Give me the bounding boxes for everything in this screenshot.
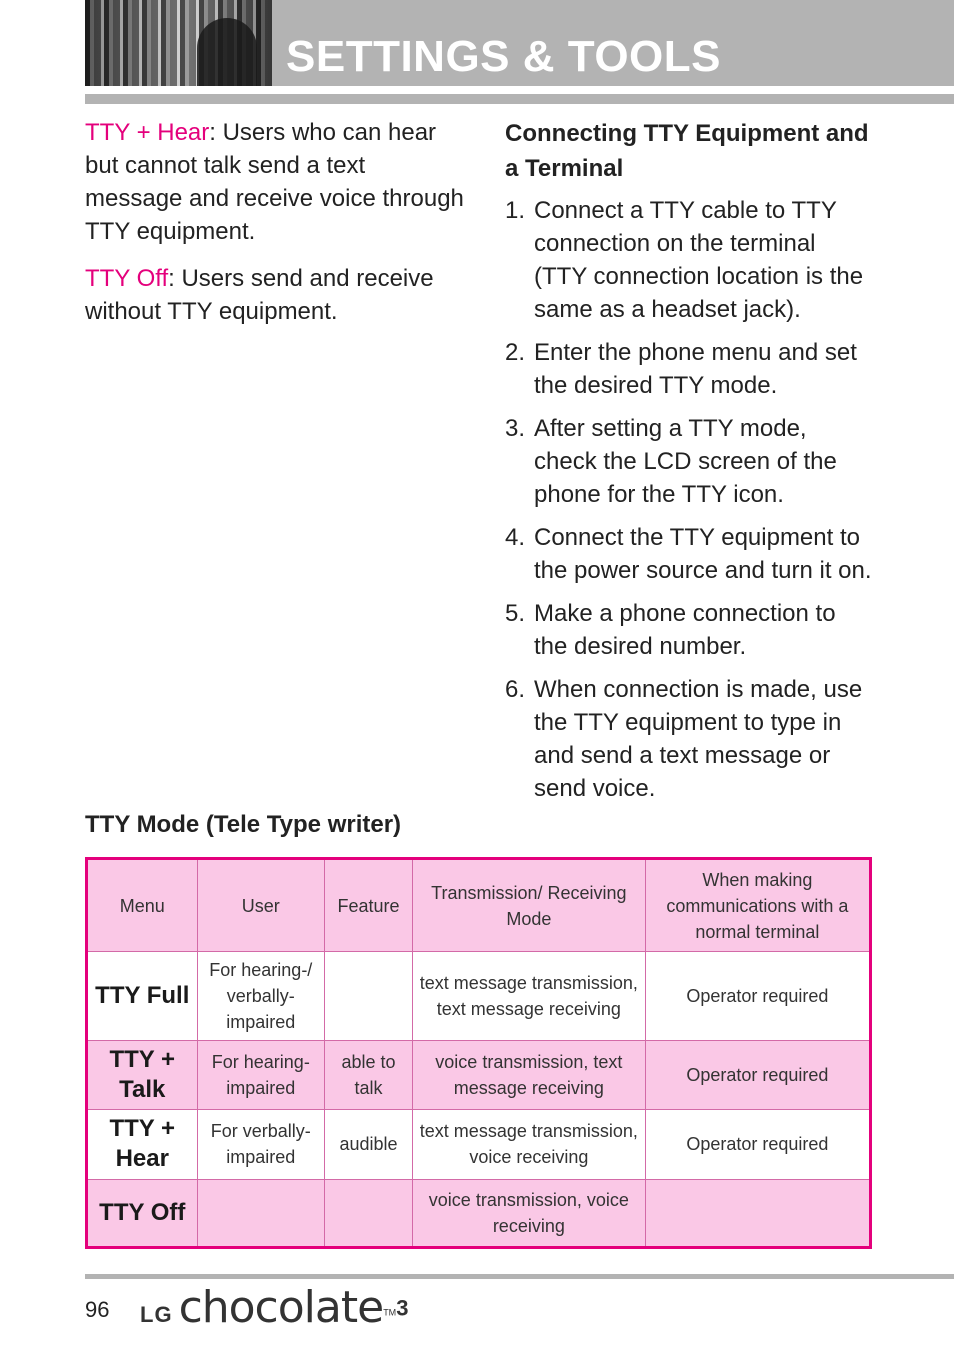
step-text: When connection is made, use the TTY equipment to type in and send a text message or send voice. (534, 676, 863, 802)
table-cell-normal-terminal (645, 1179, 870, 1247)
section-heading-connecting: Connecting TTY Equipment and a Terminal (505, 120, 869, 182)
table-cell-normal-terminal: Operator required (645, 1040, 870, 1109)
table-cell-mode: text message transmission, voice receiving (412, 1110, 645, 1179)
step-number: 5. (505, 600, 526, 627)
desc-tty-hear: : Users who can hear but cannot talk send a text message and receive voice through TTY equipment. (85, 119, 464, 245)
table-cell-feature: able to talk (325, 1040, 413, 1109)
desc-tty-off: : Users send and receive without TTY equipment. (85, 265, 434, 325)
table-cell-mode: voice transmission, voice receiving (412, 1179, 645, 1247)
list-item (505, 412, 875, 511)
step-text: Enter the phone menu and set the desired TTY mode. (534, 339, 857, 399)
header-rule (85, 94, 954, 104)
column-header-feature: Feature (325, 859, 413, 952)
column-header-menu: Menu (87, 859, 198, 952)
list-item (505, 194, 875, 326)
step-text: Connect the TTY equipment to the power source and turn it on. (534, 524, 872, 584)
table-cell-user: For hearing-/ verbally-impaired (197, 952, 325, 1040)
table-cell-user: For verbally-impaired (197, 1110, 325, 1179)
step-text: Make a phone connection to the desired number. (534, 600, 836, 660)
tty-mode-table (85, 857, 872, 1249)
table-cell-feature: audible (325, 1110, 413, 1179)
table-row (87, 1110, 871, 1179)
steps-list (505, 194, 875, 805)
brand-version: 3 (396, 1295, 409, 1321)
table-cell-mode: voice transmission, text message receiving (412, 1040, 645, 1109)
step-number: 4. (505, 524, 526, 551)
left-column (85, 116, 465, 342)
brand-prefix: LG (140, 1302, 173, 1327)
footer-rule (85, 1274, 954, 1279)
table-cell-mode: text message transmission, text message receiving (412, 952, 645, 1040)
right-column (505, 116, 875, 815)
list-item (505, 673, 875, 805)
table-cell-menu: TTY + Talk (87, 1040, 198, 1109)
paragraph-tty-hear (85, 116, 465, 248)
brand-logo (140, 1282, 408, 1332)
table-cell-normal-terminal: Operator required (645, 1110, 870, 1179)
term-tty-hear: TTY + Hear (85, 119, 210, 146)
table-cell-feature (325, 1179, 413, 1247)
step-number: 2. (505, 339, 526, 366)
step-number: 6. (505, 676, 526, 703)
table-cell-menu: TTY + Hear (87, 1110, 198, 1179)
table-header-row (87, 859, 871, 952)
list-item (505, 597, 875, 663)
term-tty-off: TTY Off (85, 265, 169, 292)
table-cell-user: For hearing-impaired (197, 1040, 325, 1109)
list-item (505, 521, 875, 587)
column-header-user: User (197, 859, 325, 952)
step-text: After setting a TTY mode, check the LCD screen of the phone for the TTY icon. (534, 415, 837, 508)
section-heading-tty-mode: TTY Mode (Tele Type writer) (85, 811, 402, 838)
header-photo (85, 0, 272, 86)
paragraph-tty-off (85, 262, 465, 328)
table-row (87, 1040, 871, 1109)
column-header-mode: Transmission/ Receiving Mode (412, 859, 645, 952)
table-cell-normal-terminal: Operator required (645, 952, 870, 1040)
step-text: Connect a TTY cable to TTY connection on the terminal (TTY connection location is the same as a headset jack). (534, 197, 864, 323)
page-title: SETTINGS & TOOLS (286, 32, 722, 81)
table-cell-feature (325, 952, 413, 1040)
table-cell-menu: TTY Full (87, 952, 198, 1040)
step-number: 1. (505, 197, 526, 224)
brand-trademark: TM (383, 1307, 397, 1318)
step-number: 3. (505, 415, 526, 442)
page-number: 96 (85, 1297, 110, 1322)
header-photo-figure (197, 18, 257, 86)
list-item (505, 336, 875, 402)
table-cell-user (197, 1179, 325, 1247)
table-cell-menu: TTY Off (87, 1179, 198, 1247)
table-row (87, 1179, 871, 1247)
column-header-normal-terminal: When making communications with a normal terminal (645, 859, 870, 952)
table-row (87, 952, 871, 1040)
brand-name: chocolate (178, 1282, 384, 1333)
